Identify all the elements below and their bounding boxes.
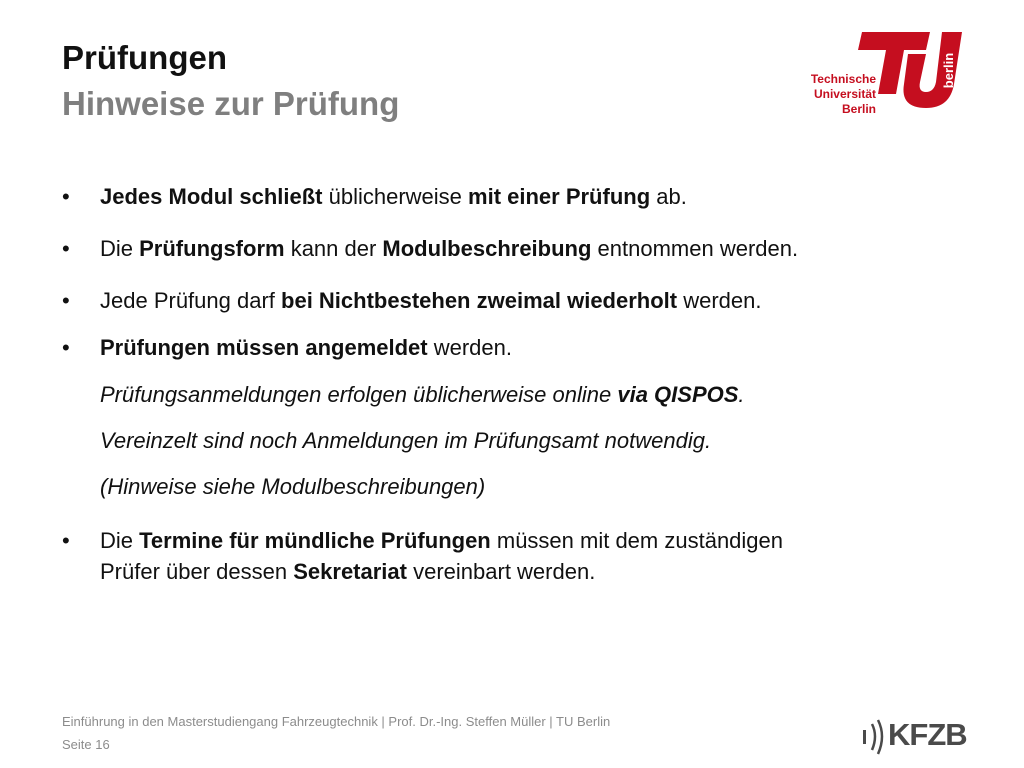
slide-subtitle: Hinweise zur Prüfung: [62, 85, 400, 122]
bullet-dot: •: [62, 528, 70, 553]
bullet-4-part-2: werden.: [427, 335, 513, 360]
bullet-dot: •: [62, 335, 70, 360]
bullet-1-part-3: mit einer Prüfung: [468, 184, 651, 209]
bullet-5-part-2: Termine für mündliche Prüfungen: [139, 528, 491, 553]
bullet-3-part-3: werden.: [677, 288, 762, 313]
tu-berlin-label-text: berlin: [941, 52, 957, 88]
kfzb-wordmark: KFZB: [888, 717, 967, 752]
bullet-2-part-1: Die: [100, 236, 140, 261]
sub-note-1: [100, 380, 745, 410]
bullet-text-4: [100, 333, 940, 363]
bullet-3-part-1: Jede Prüfung darf: [100, 288, 282, 313]
bullet-5-part-4: Prüfer über dessen: [100, 559, 294, 584]
sub-note-1-part-2: via QISPOS: [617, 382, 739, 407]
footer-page-number: Seite 16: [62, 737, 110, 752]
bullet-2-part-5: entnommen werden.: [591, 236, 799, 261]
bullet-2-part-4: Modulbeschreibung: [382, 236, 592, 261]
tu-berlin-wordmark: [808, 72, 876, 117]
bullet-2-part-2: Prüfungsform: [139, 236, 285, 261]
bullet-3-part-2: bei Nichtbestehen zweimal wiederholt: [281, 288, 678, 313]
bullet-4-part-1: Prüfungen müssen angemeldet: [100, 335, 428, 360]
sub-note-1-part-3: .: [738, 382, 745, 407]
bullet-1-part-1: Jedes Modul schließt: [100, 184, 323, 209]
bullet-text-3: [100, 286, 940, 316]
bullet-2-part-3: kann der: [284, 236, 383, 261]
bullet-text-1: [100, 182, 940, 212]
bullet-dot: •: [62, 288, 70, 313]
bullet-5-part-5: Sekretariat: [293, 559, 407, 584]
bullet-text-5-line-1: [100, 526, 940, 556]
tu-wordmark-line-3: Berlin: [841, 102, 876, 116]
bullet-1-part-2: üblicherweise: [322, 184, 469, 209]
slide-title: Prüfungen: [62, 39, 227, 76]
tu-wordmark-line-2: Universität: [813, 87, 876, 101]
sub-note-2: Vereinzelt sind noch Anmeldungen im Prüfungsamt notwendig.: [100, 428, 712, 453]
sub-note-1-part-1: Prüfungsanmeldungen erfolgen üblicherweise online: [100, 382, 618, 407]
footer-course-info: Einführung in den Masterstudiengang Fahrzeugtechnik | Prof. Dr.-Ing. Steffen Müller | TU Berlin: [62, 714, 611, 729]
bullet-dot: •: [62, 236, 70, 261]
bullet-1-part-4: ab.: [650, 184, 687, 209]
bullet-text-2: [100, 234, 940, 264]
bullet-5-part-1: Die: [100, 528, 140, 553]
bullet-5-part-3: müssen mit dem zuständigen: [490, 528, 784, 553]
bullet-dot: •: [62, 184, 70, 209]
bullet-5-part-6: vereinbart werden.: [406, 559, 596, 584]
sub-note-3: (Hinweise siehe Modulbeschreibungen): [100, 474, 486, 499]
tu-wordmark-line-1: Technische: [810, 72, 876, 86]
tu-berlin-vertical-label: [935, 38, 963, 102]
bullet-text-5-line-2: [100, 557, 940, 587]
